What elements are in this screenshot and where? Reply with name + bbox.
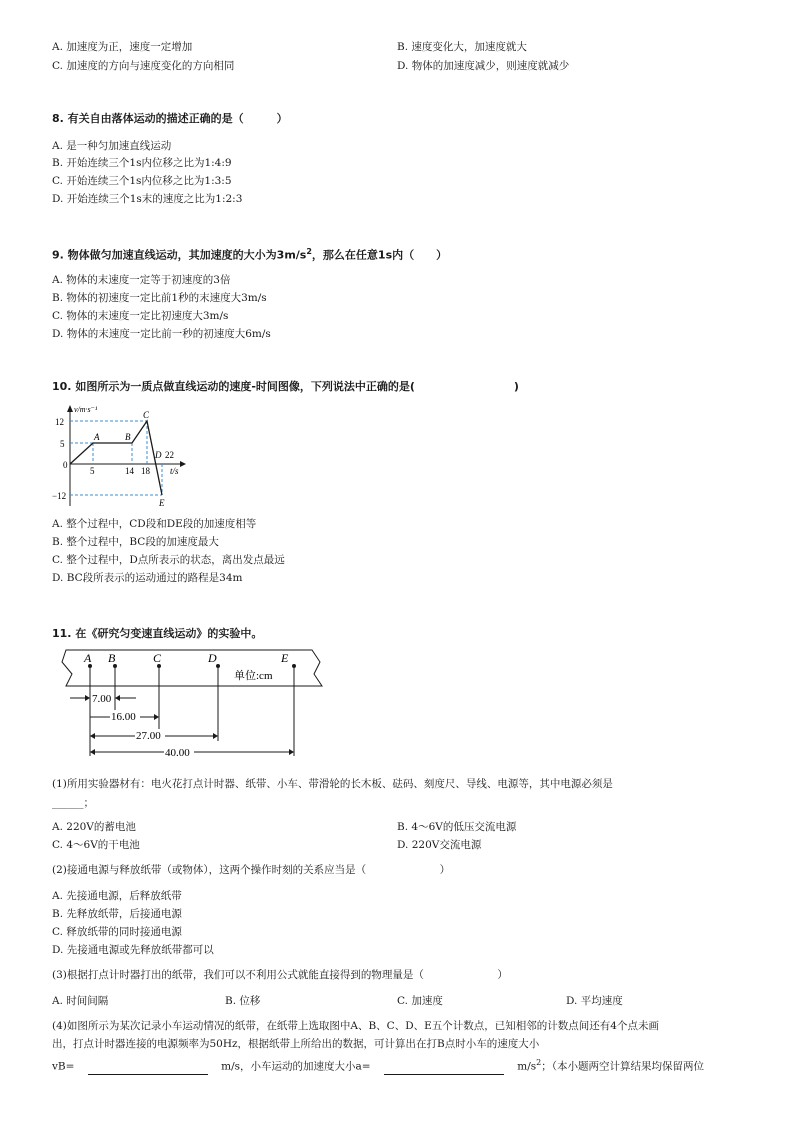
tick-y5: 5: [60, 439, 65, 449]
q11-part1-option-a: A. 220V的蓄电池: [52, 821, 136, 833]
graph-x-axis-arrow: [180, 461, 186, 467]
q11-part2-option-d: D. 先接通电源或先释放纸带都可以: [52, 944, 214, 956]
q11-part2-stem: (2)接通电源与释放纸带（或物体），这两个操作时刻的关系应当是（ ）: [52, 864, 451, 876]
q8-option-a: A. 是一种匀加速直线运动: [52, 140, 172, 152]
q9-stem-superscript: 2: [306, 247, 312, 256]
graph-y-label: v/m·s⁻¹: [74, 405, 98, 414]
q9-option-b: B. 物体的初速度一定比前1秒的末速度大3m/s: [52, 292, 267, 304]
q11-part3-option-d: D. 平均速度: [566, 995, 623, 1007]
vb-label: vB=: [52, 1060, 75, 1073]
tape-label-c: C: [153, 651, 162, 665]
a-unit: m/s: [517, 1060, 537, 1073]
q11-part3-option-a: A. 时间间隔: [52, 995, 109, 1007]
point-e-label: E: [159, 498, 165, 508]
q9-option-a: A. 物体的末速度一定等于初速度的3倍: [52, 274, 231, 286]
q7-option-b: B. 速度变化大，加速度就大: [397, 41, 527, 53]
q11-stem: 11. 在《研究匀变速直线运动》的实验中。: [52, 627, 263, 640]
q11-part1-line1: (1)所用实验器材有：电火花打点计时器、纸带、小车、带滑轮的长木板、砝码、刻度尺、导线、电源等，其中电源必须是: [52, 778, 613, 790]
q7-option-a: A. 加速度为正，速度一定增加: [52, 41, 193, 53]
point-b-label: B: [125, 432, 131, 442]
q11-part4-line1: (4)如图所示为某次记录小车运动情况的纸带，在纸带上选取图中A、B、C、D、E五个计数点，已知相邻的计数点间还有4个点未画: [52, 1020, 659, 1032]
acceleration-answer-blank[interactable]: [384, 1060, 504, 1075]
tape-label-a: A: [84, 651, 92, 665]
q8-option-c: C. 开始连续三个1s内位移之比为1:3:5: [52, 175, 232, 187]
point-c-label: C: [143, 410, 150, 420]
q10-option-a: A. 整个过程中，CD段和DE段的加速度相等: [52, 518, 257, 530]
part4-tail: ；（本小题两空计算结果均保留两位: [541, 1060, 705, 1073]
graph-y-axis-arrow: [67, 405, 73, 412]
q10-stem: 10. 如图所示为一质点做直线运动的速度-时间图像，下列说法中正确的是( ): [52, 380, 519, 393]
tape-dot-e: [292, 664, 296, 668]
q9-stem: [52, 244, 447, 263]
dim-label-16: 16.00: [111, 711, 136, 723]
q11-part3-option-c: C. 加速度: [397, 995, 443, 1007]
vb-unit-and-a-label: m/s，小车运动的加速度大小a=: [221, 1060, 371, 1073]
q11-part3-stem: (3)根据打点计时器打出的纸带，我们可以不利用公式就能直接得到的物理量是（ ）: [52, 969, 508, 981]
tick-ym12: −12: [52, 491, 67, 501]
q10-option-b: B. 整个过程中，BC段的加速度最大: [52, 536, 219, 548]
q11-part1-option-b: B. 4～6V的低压交流电源: [397, 821, 517, 833]
q11-part2-option-c: C. 释放纸带的同时接通电源: [52, 926, 182, 938]
tape-label-b: B: [108, 651, 116, 665]
tick-y12: 12: [55, 417, 64, 427]
tape-label-d: D: [208, 651, 217, 665]
tape-unit: 单位:cm: [234, 670, 273, 682]
tick-x22: 22: [165, 450, 174, 460]
graph-vt-line: [70, 421, 162, 495]
point-a-label: A: [94, 432, 100, 442]
q9-stem-tail: ，那么在任意1s内（ ）: [311, 248, 448, 262]
dim-label-7: 7.00: [92, 693, 112, 705]
paper-tape-diagram: [52, 646, 327, 762]
tape-label-e: E: [281, 651, 289, 665]
point-d-label: D: [155, 450, 162, 460]
q7-option-d: D. 物体的加速度减少，则速度就减少: [397, 60, 570, 72]
q11-part1-blank[interactable]: ______；: [52, 797, 94, 809]
q11-part2-option-a: A. 先接通电源，后释放纸带: [52, 890, 182, 902]
graph-x-label: t/s: [170, 466, 179, 476]
tick-y0: 0: [63, 460, 68, 470]
q11-part4-line2: 出，打点计时器连接的电源频率为50Hz，根据纸带上所给出的数据，可计算出在打B点时小车的速度大小: [52, 1038, 540, 1050]
q8-stem: 8. 有关自由落体运动的描述正确的是（ ）: [52, 112, 288, 125]
a-unit-superscript: 2: [536, 1058, 542, 1067]
q11-part4-line3: [52, 1056, 704, 1075]
q9-stem-text: 9. 物体做匀加速直线运动，其加速度的大小为3m/s: [52, 248, 307, 262]
q7-option-c: C. 加速度的方向与速度变化的方向相同: [52, 60, 235, 72]
tick-x5: 5: [90, 466, 95, 476]
velocity-time-graph: [52, 398, 202, 512]
q10-option-d: D. BC段所表示的运动通过的路程是34m: [52, 572, 243, 584]
q8-option-b: B. 开始连续三个1s内位移之比为1:4:9: [52, 157, 232, 169]
q11-part1-option-d: D. 220V交流电源: [397, 839, 482, 851]
q9-option-d: D. 物体的末速度一定比前一秒的初速度大6m/s: [52, 328, 271, 340]
q11-part3-option-b: B. 位移: [225, 995, 261, 1007]
q8-option-d: D. 开始连续三个1s末的速度之比为1:2:3: [52, 193, 243, 205]
q9-option-c: C. 物体的末速度一定比初速度大3m/s: [52, 310, 229, 322]
q11-part2-option-b: B. 先释放纸带，后接通电源: [52, 908, 182, 920]
dim-label-27: 27.00: [136, 730, 161, 742]
dim-label-40: 40.00: [165, 747, 190, 759]
q11-part1-option-c: C. 4～6V的干电池: [52, 839, 140, 851]
tick-x14: 14: [125, 466, 134, 476]
q10-option-c: C. 整个过程中，D点所表示的状态，离出发点最远: [52, 554, 285, 566]
vb-answer-blank[interactable]: [88, 1060, 208, 1075]
tick-x18: 18: [141, 466, 150, 476]
